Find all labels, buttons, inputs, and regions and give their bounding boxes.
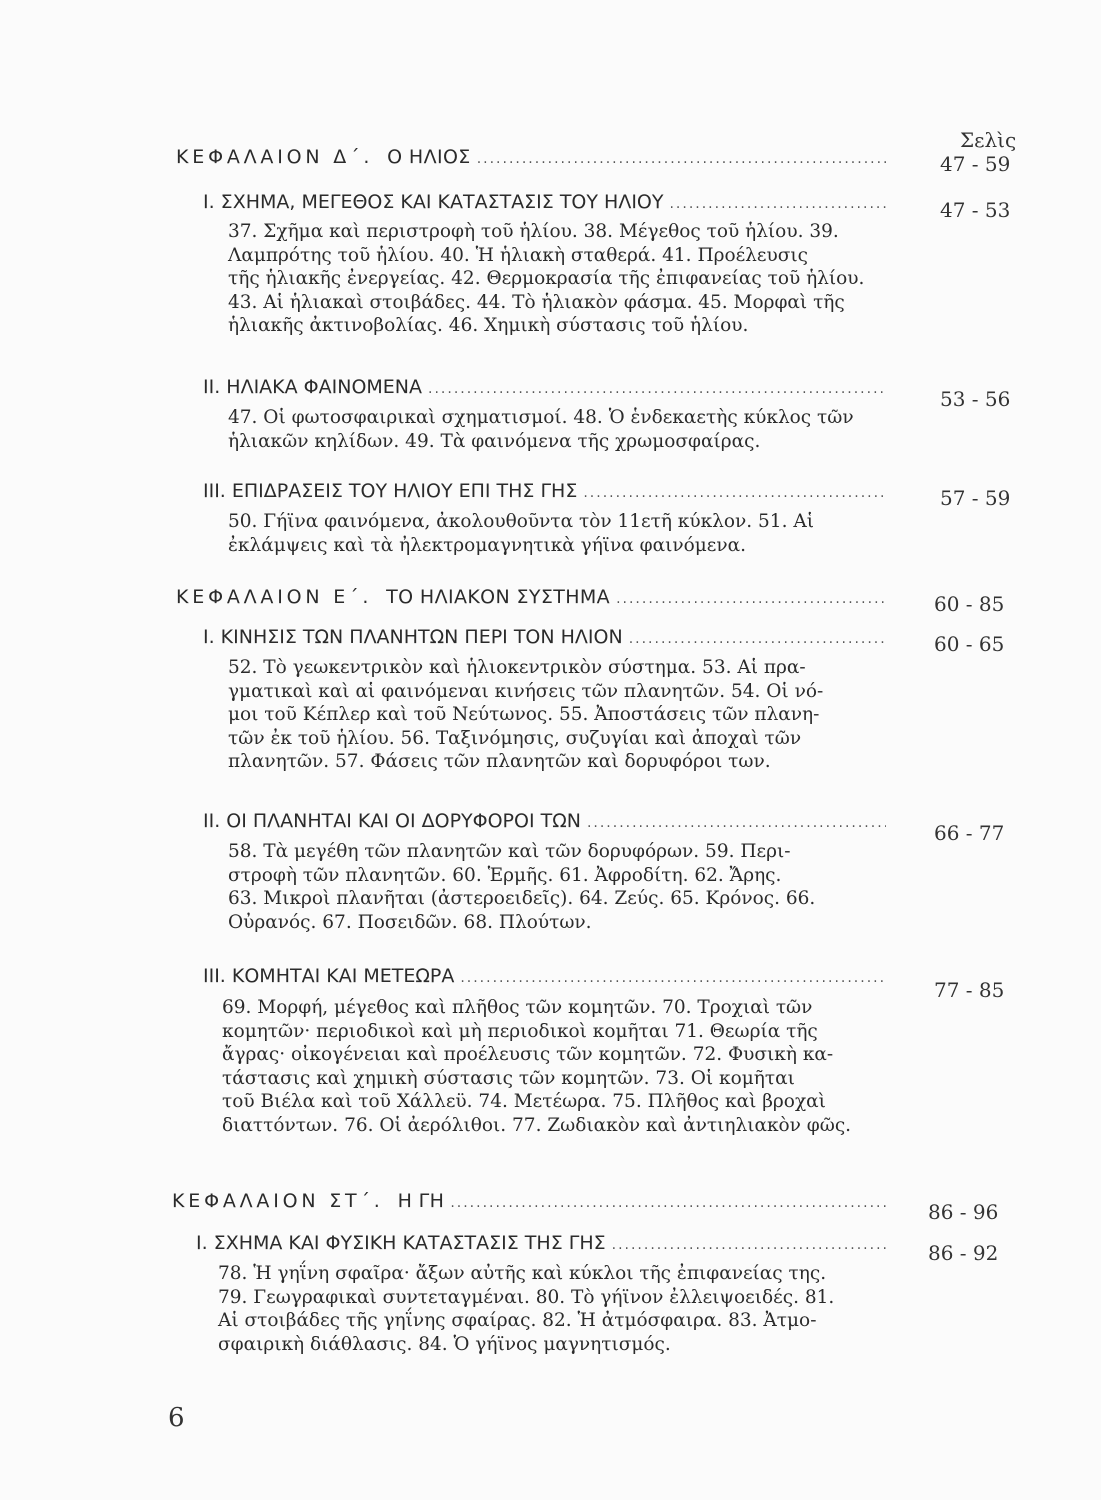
entry-line: 52. Τὸ γεωκεντρικὸν καὶ ἡλιοκεντρικὸν σύστημα. 53. Αἱ πρα- [228,657,806,678]
section-entries [228,220,864,338]
section-pages: 77 - 85 [934,978,1005,1002]
entry-line: σφαιρικὴ διάθλασις. 84. Ὁ γήϊνος μαγνητισμός. [218,1333,671,1355]
section-heading [203,376,886,398]
leader-dots [587,815,886,831]
section-title: Ι. ΚΙΝΗΣΙΣ ΤΩΝ ΠΛΑΝΗΤΩΝ ΠΕΡΙ ΤΟΝ ΗΛΙΟΝ [203,626,623,648]
entry-line: ἡλιακῶν κηλίδων. 49. Τὰ φαινόμενα τῆς χρωμοσφαίρας. [228,430,761,452]
section-entries [228,656,823,774]
entry-line: 43. Αἱ ἡλιακαὶ στοιβάδες. 44. Τὸ ἡλιακὸν φάσμα. 45. Μορφαὶ τῆς [228,291,845,313]
section-pages: 60 - 65 [934,632,1005,656]
entry-line: 47. Οἱ φωτοσφαιρικαὶ σχηματισμοί. 48. Ὁ ἑνδεκαετὴς κύκλος τῶν [228,407,854,428]
entry-line: τοῦ Βιέλα καὶ τοῦ Χάλλεϋ. 74. Μετέωρα. 75. Πλῆθος καὶ βροχαὶ [222,1091,826,1113]
section-heading [203,626,886,648]
entry-line: Οὐρανός. 67. Ποσειδῶν. 68. Πλούτων. [228,911,592,933]
entry-line: ἐκλάμψεις καὶ τὰ ἠλεκτρομαγνητικὰ γήϊνα φαινόμενα. [228,534,746,556]
section-pages: 53 - 56 [940,387,1011,411]
section-entries [222,996,851,1138]
entry-line: τάστασις καὶ χημικὴ σύστασις τῶν κομητῶν. 73. Οἱ κομῆται [222,1067,795,1089]
leader-dots [612,1237,886,1253]
entry-line: Αἱ στοιβάδες τῆς γηΐνης σφαίρας. 82. Ἡ ἀτμόσφαιρα. 83. Ἀτμο- [218,1310,817,1332]
chapter-number: ΚΕΦΑΛΑΙΟΝ Δ΄. [176,146,374,168]
section-title: ΙΙΙ. ΕΠΙΔΡΑΣΕΙΣ ΤΟΥ ΗΛΙΟΥ ΕΠΙ ΤΗΣ ΓΗΣ [203,480,578,502]
section-title: Ι. ΣΧΗΜΑ, ΜΕΓΕΘΟΣ ΚΑΙ ΚΑΤΑΣΤΑΣΙΣ ΤΟΥ ΗΛΙΟΥ [203,191,664,213]
section-entries [228,840,815,934]
section-title: Ι. ΣΧΗΜΑ ΚΑΙ ΦΥΣΙΚΗ ΚΑΤΑΣΤΑΣΙΣ ΤΗΣ ΓΗΣ [196,1232,606,1254]
section-entries [218,1262,834,1356]
chapter-title: ΤΟ ΗΛΙΑΚΟΝ ΣΥΣΤΗΜΑ [386,586,611,608]
section-heading [196,1232,886,1254]
section-heading [203,810,886,832]
leader-dots [450,1195,886,1211]
entry-line: πλανητῶν. 57. Φάσεις τῶν πλανητῶν καὶ δορυφόροι των. [228,751,771,773]
leader-dots [669,196,886,212]
chapter-title: Η ΓΗ [397,1190,445,1212]
chapter-pages: 60 - 85 [934,592,1005,616]
leader-dots [629,631,886,647]
chapter-title: Ο ΗΛΙΟΣ [387,146,471,168]
entry-line: 69. Μορφή, μέγεθος καὶ πλῆθος τῶν κομητῶν. 70. Τροχιαὶ τῶν [222,997,813,1018]
chapter-pages: 86 - 96 [928,1200,999,1224]
section-title: ΙΙ. ΟΙ ΠΛΑΝΗΤΑΙ ΚΑΙ ΟΙ ΔΟΡΥΦΟΡΟΙ ΤΩΝ [203,810,581,832]
leader-dots [583,485,886,501]
entry-line: ἄγρας· οἰκογένειαι καὶ προέλευσις τῶν κομητῶν. 72. Φυσικὴ κα- [222,1044,834,1066]
entry-line: 63. Μικροὶ πλανῆται (ἀστεροειδεῖς). 64. Ζεύς. 65. Κρόνος. 66. [228,888,816,910]
section-pages: 57 - 59 [940,486,1011,510]
entry-line: 37. Σχῆμα καὶ περιστροφὴ τοῦ ἡλίου. 38. Μέγεθος τοῦ ἡλίου. 39. [228,221,839,242]
chapter-heading [172,1190,886,1212]
chapter-heading [176,146,886,168]
section-entries [228,406,854,453]
entry-line: τῆς ἡλιακῆς ἐνεργείας. 42. Θερμοκρασία τῆς ἐπιφανείας τοῦ ἡλίου. [228,268,865,290]
section-heading [203,965,886,987]
entry-line: διαττόντων. 76. Οἱ ἀερόλιθοι. 77. Ζωδιακὸν καὶ ἀντιηλιακὸν φῶς. [222,1114,852,1136]
entry-line: γματικαὶ καὶ αἱ φαινόμεναι κινήσεις τῶν πλανητῶν. 54. Οἱ νό- [228,680,824,702]
entry-line: στροφὴ τῶν πλανητῶν. 60. Ἑρμῆς. 61. Ἀφροδίτη. 62. Ἄρης. [228,864,782,886]
entry-line: 78. Ἡ γηΐνη σφαῖρα· ἄξων αὐτῆς καὶ κύκλοι τῆς ἐπιφανείας της. [218,1263,827,1284]
section-pages: 86 - 92 [928,1241,999,1265]
section-title: ΙΙΙ. ΚΟΜΗΤΑΙ ΚΑΙ ΜΕΤΕΩΡΑ [203,965,455,987]
section-entries [228,510,814,557]
entry-line: ἡλιακῆς ἀκτινοβολίας. 46. Χημικὴ σύστασις τοῦ ἡλίου. [228,315,749,337]
entry-line: κομητῶν· περιοδικοὶ καὶ μὴ περιοδικοὶ κομῆται 71. Θεωρία τῆς [222,1020,818,1042]
entry-line: Λαμπρότης τοῦ ἡλίου. 40. Ἡ ἡλιακὴ σταθερά. 41. Προέλευσις [228,244,808,266]
page-number: 6 [168,1403,185,1433]
entry-line: 79. Γεωγραφικαὶ συντεταγμέναι. 80. Τὸ γήϊνον ἐλλειψοειδές. 81. [218,1286,835,1308]
chapter-number: ΚΕΦΑΛΑΙΟΝ Ε΄. [176,586,373,608]
leader-dots [428,381,886,397]
leader-dots [477,151,886,167]
chapter-pages: 47 - 59 [940,152,1011,176]
chapter-heading [176,586,886,608]
chapter-number: ΚΕΦΑΛΑΙΟΝ ΣΤ΄. [172,1190,384,1212]
section-heading [203,480,886,502]
entry-line: 50. Γήϊνα φαινόμενα, ἀκολουθοῦντα τὸν 11ετῆ κύκλον. 51. Αἱ [228,511,814,532]
section-pages: 66 - 77 [934,821,1005,845]
section-pages: 47 - 53 [940,198,1011,222]
pages-column-header: Σελὶς [960,128,1017,152]
entry-line: μοι τοῦ Κέπλερ καὶ τοῦ Νεύτωνος. 55. Ἀποστάσεις τῶν πλανη- [228,704,820,726]
section-heading [203,191,886,213]
entry-line: 58. Τὰ μεγέθη τῶν πλανητῶν καὶ τῶν δορυφόρων. 59. Περι- [228,841,791,862]
leader-dots [460,970,886,986]
entry-line: τῶν ἐκ τοῦ ἡλίου. 56. Ταξινόμησις, συζυγίαι καὶ ἀποχαὶ τῶν [228,727,802,749]
leader-dots [616,591,886,607]
section-title: ΙΙ. ΗΛΙΑΚΑ ΦΑΙΝΟΜΕΝΑ [203,376,423,398]
